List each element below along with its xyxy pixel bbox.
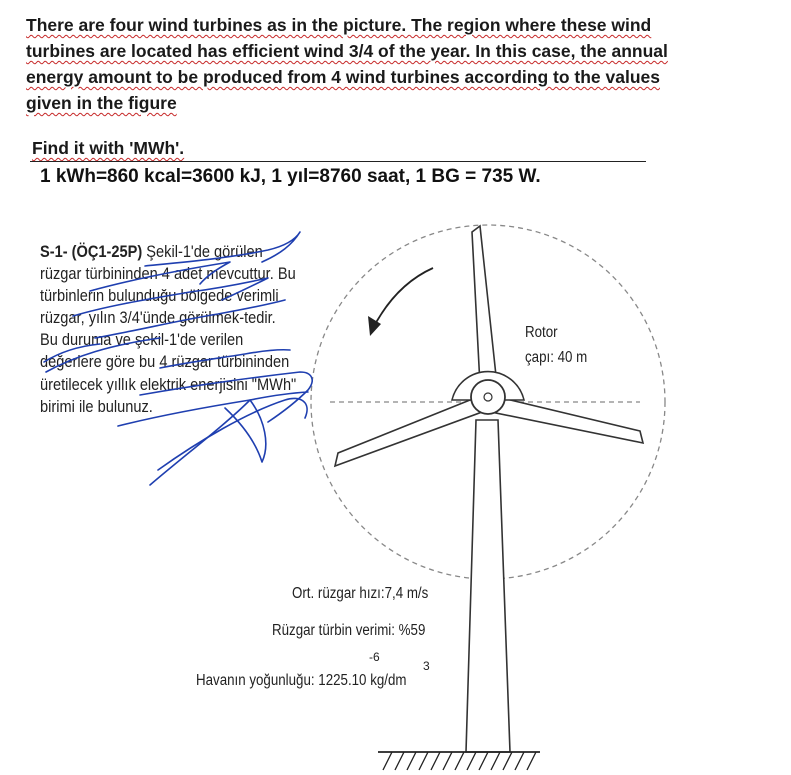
wind-speed-label: Ort. rüzgar hızı:7,4 m/s (292, 585, 429, 602)
blade-top (472, 226, 497, 385)
rotor-label: Rotor (525, 324, 558, 341)
density-multiply-dot: . (347, 672, 352, 689)
problem-line-5: Bu duruma ve şekil-1'de verilen (40, 330, 244, 350)
question-line-4: given in the figure (26, 93, 177, 113)
question-line-1: There are four wind turbines as in the picture. The region where these wind (26, 15, 652, 35)
hub-center (484, 393, 492, 401)
problem-line-7: üretilecek yıllık elektrik enerjisini "MWh" (40, 374, 297, 394)
instruction-text: Find it with 'MWh'. (32, 138, 185, 158)
rotation-arrow-icon (372, 268, 433, 330)
air-density-label (196, 672, 406, 690)
density-value: Havanın yoğunluğu: 1225 (196, 672, 348, 689)
unit-conversions: 1 kWh=860 kcal=3600 kJ, 1 yıl=8760 saat, 1 BG = 735 W. (40, 166, 541, 187)
tower (466, 420, 510, 752)
density-exponent: -6 (369, 650, 380, 664)
pen-scribbles (44, 232, 312, 485)
rotor-diameter-value: çapı: 40 m (525, 349, 588, 366)
problem-id: S-1- (ÖÇ1-25P) (40, 242, 143, 261)
ground-hatch (383, 752, 536, 770)
density-base: 10 (351, 672, 367, 689)
problem-line-1-rest: Şekil-1'de görülen (142, 242, 263, 261)
problem-line-4: rüzgar, yılın 3/4'ünde görülmek-tedir. (40, 308, 276, 328)
problem-line-2: rüzgar türbininden 4 adet mevcuttur. Bu (40, 264, 296, 284)
density-unit: kg/dm (370, 672, 407, 689)
problem-line-6: değerlere göre bu 4 rüzgar türbininden (40, 352, 290, 372)
blade-right (496, 398, 643, 443)
question-line-2: turbines are located has efficient wind 3/4 of the year. In this case, the annual (26, 41, 668, 61)
blade-left (335, 398, 482, 466)
problem-line-8: birimi ile bulunuz. (40, 396, 153, 416)
efficiency-label: Rüzgar türbin verimi: %59 (272, 622, 426, 639)
density-unit-exponent: 3 (423, 659, 430, 673)
problem-line-3: türbinlerin bulunduğu bölgede verimli (40, 286, 279, 306)
question-line-3: energy amount to be produced from 4 wind turbines according to the values (26, 67, 660, 87)
